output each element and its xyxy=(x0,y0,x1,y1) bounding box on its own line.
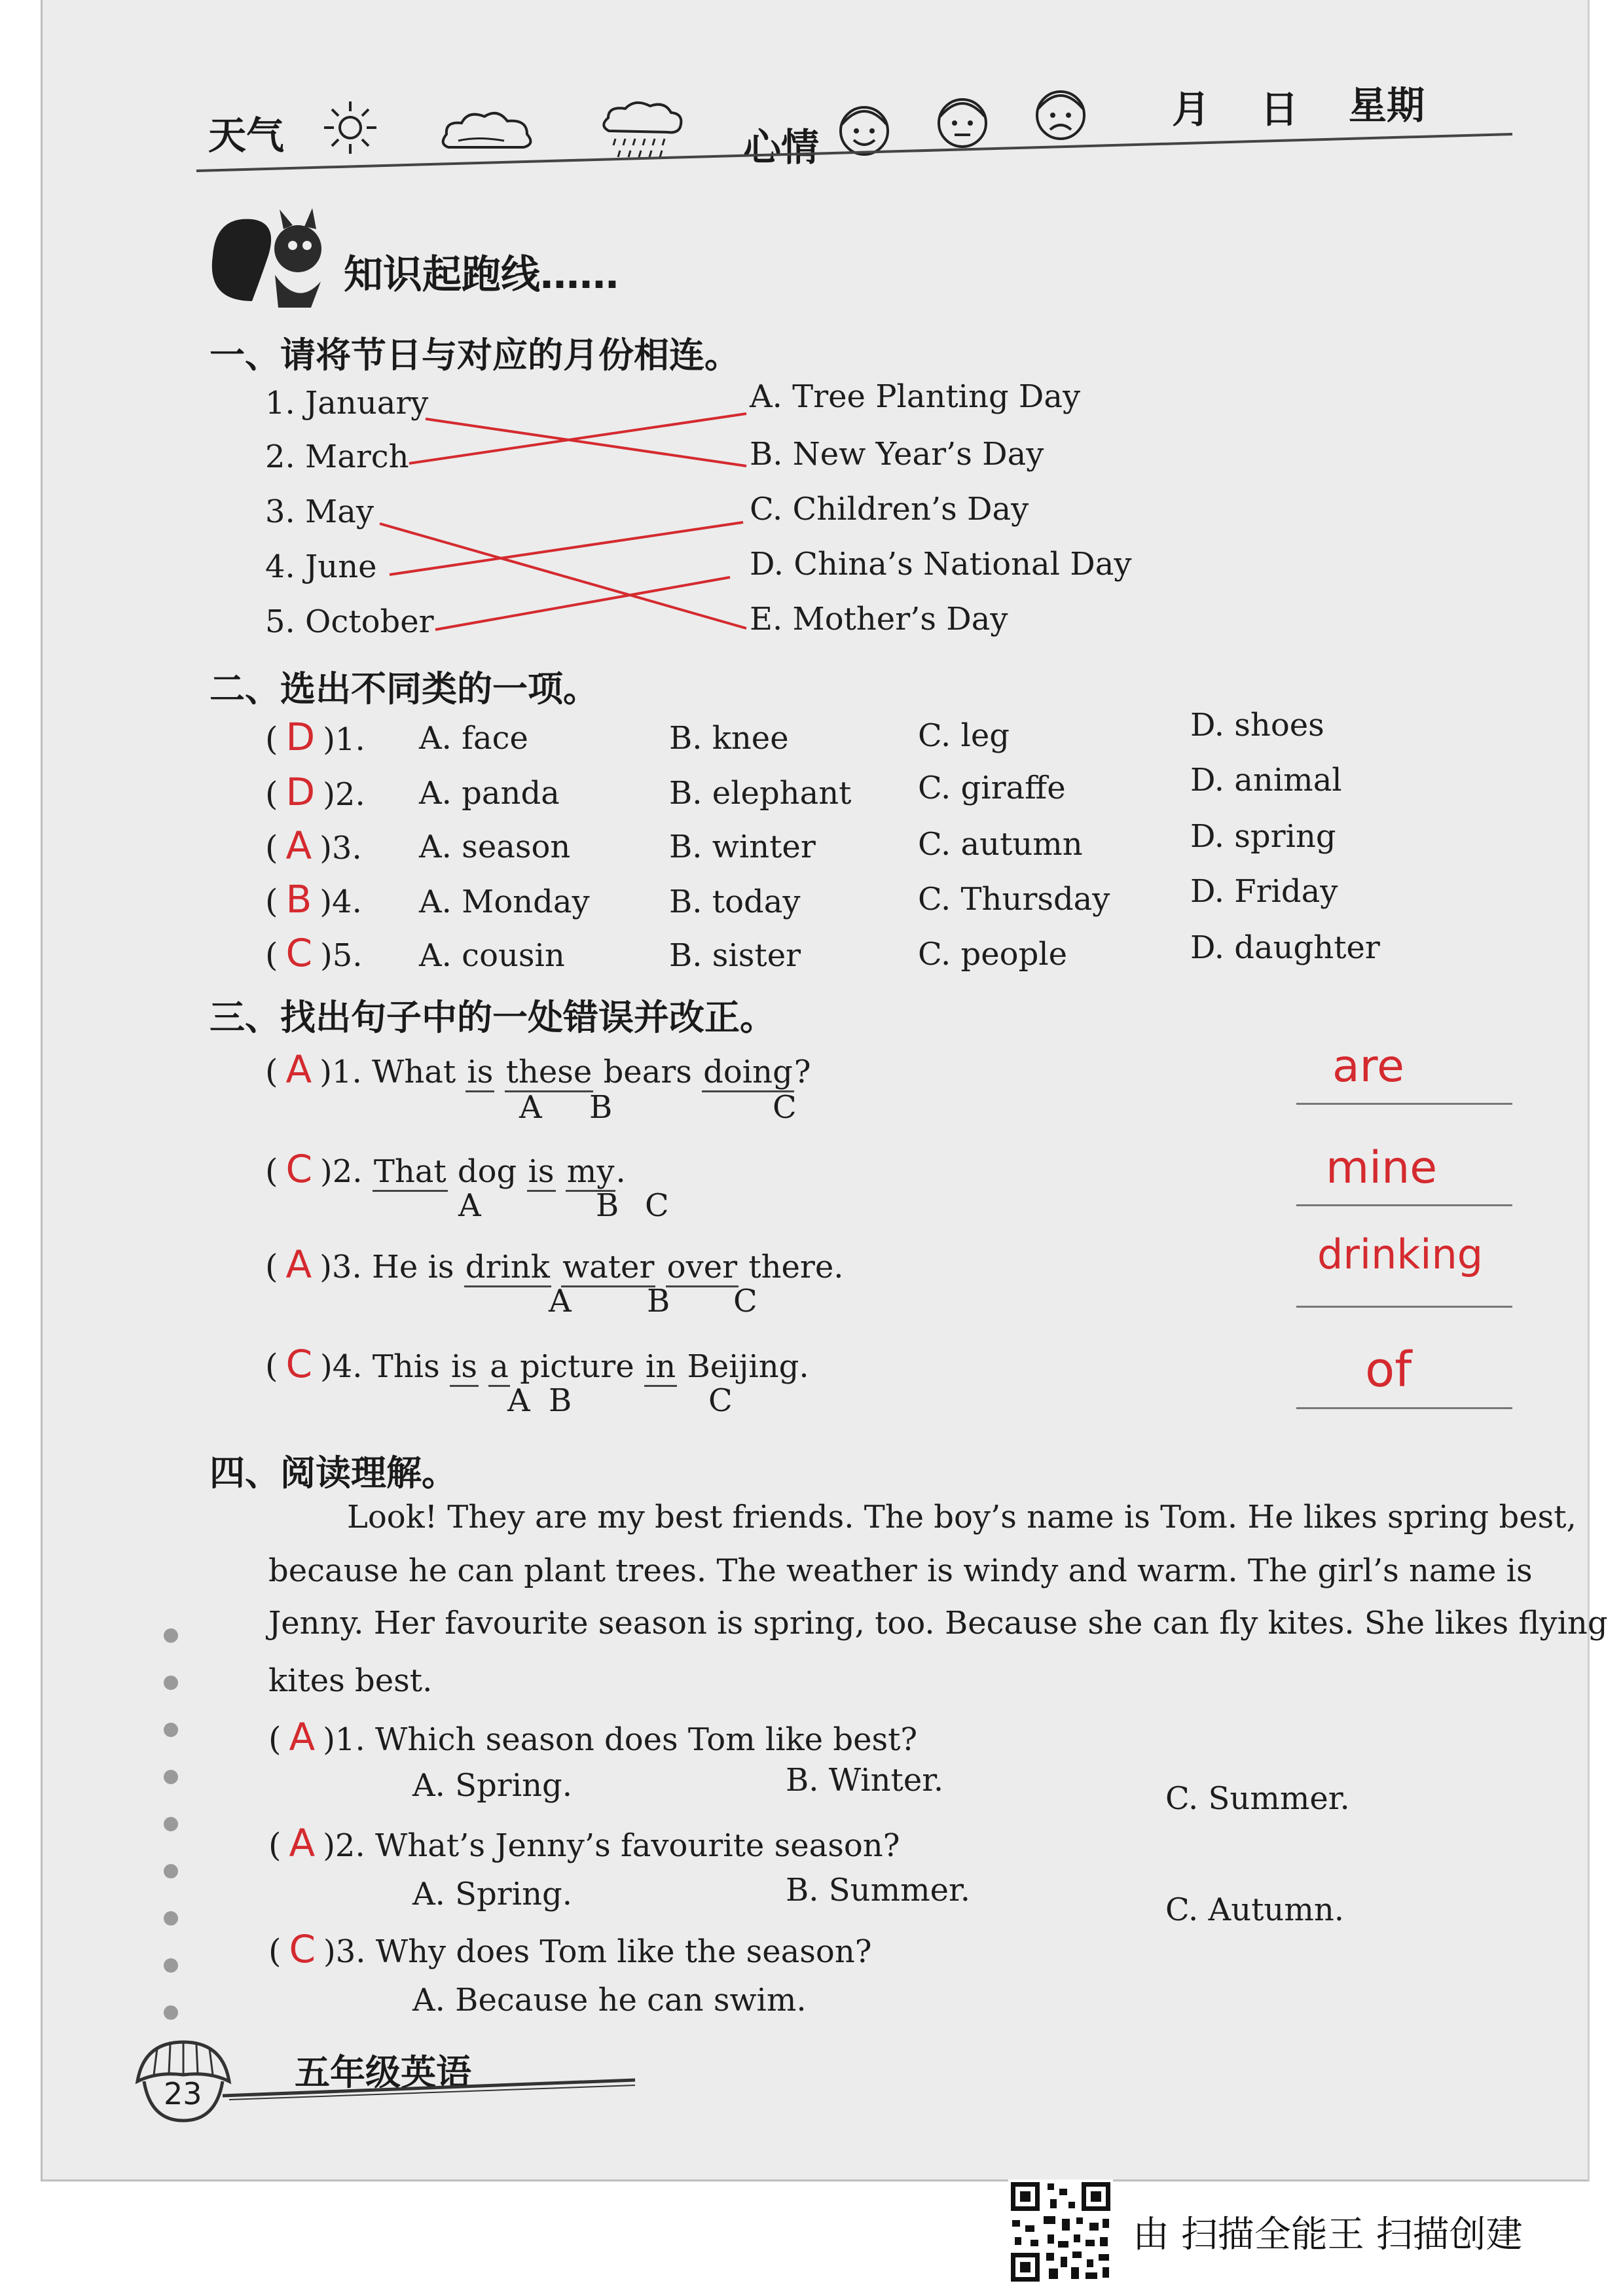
month-label: 月 xyxy=(1172,87,1211,132)
month-item-1: 1. January xyxy=(265,385,429,422)
option-a: A. cousin xyxy=(419,937,565,974)
underlined-word-c: my xyxy=(566,1153,616,1192)
underlined-word-a: That xyxy=(373,1153,448,1192)
book-title: 五年级英语 xyxy=(295,2052,471,2093)
letter-a: A xyxy=(549,1283,572,1319)
reading-option-a: A. Spring. xyxy=(412,1767,572,1804)
answer-line-4 xyxy=(1296,1407,1512,1409)
answer-line-1 xyxy=(1296,1103,1512,1105)
underlined-word-a: drink xyxy=(464,1249,551,1287)
section4-title: 四、阅读理解。 xyxy=(210,1452,457,1494)
reading-question-3: ( C )3. Why does Tom like the season? xyxy=(268,1927,872,1971)
banner-title: 知识起跑线…… xyxy=(344,252,619,298)
reading-option-a: A. Spring. xyxy=(412,1876,572,1912)
binding-hole xyxy=(164,1817,178,1831)
option-c: C. people xyxy=(918,936,1068,973)
reading-question-2: ( A )2. What’s Jenny’s favourite season? xyxy=(268,1821,900,1865)
error-question-4: ( C )4. This is a picture in Beijing. xyxy=(265,1342,809,1386)
correction-4: of xyxy=(1365,1342,1412,1398)
correction-3: drinking xyxy=(1317,1230,1484,1278)
odd-one-row-2: ( D )2. xyxy=(265,770,365,814)
error-question-3: ( A )3. He is drink water over there. xyxy=(265,1242,844,1287)
letter-b: B xyxy=(589,1089,613,1126)
underlined-word-b: water xyxy=(561,1249,655,1287)
letter-a: A xyxy=(519,1089,542,1126)
letter-b: B xyxy=(549,1382,572,1419)
page-number: 23 xyxy=(164,2076,202,2111)
answer-mark: C xyxy=(285,1147,313,1191)
section1-title: 一、请将节日与对应的月份相连。 xyxy=(210,334,740,376)
answer-mark: A xyxy=(289,1821,316,1865)
reading-option-b: B. Summer. xyxy=(786,1872,970,1909)
odd-one-row-3: ( A )3. xyxy=(265,823,362,868)
underlined-word-a: is xyxy=(450,1348,479,1387)
underlined-word-b: a xyxy=(488,1348,510,1387)
error-question-1: ( A )1. What is these bears doing? xyxy=(265,1047,811,1092)
reading-option-c: C. Autumn. xyxy=(1165,1892,1344,1928)
letter-c: C xyxy=(733,1283,757,1319)
answer-mark: C xyxy=(285,931,313,975)
error-question-2: ( C )2. That dog is my. xyxy=(265,1147,626,1191)
option-a: A. Monday xyxy=(419,884,590,920)
answer-mark: C xyxy=(289,1927,316,1971)
festival-item-b: B. New Year’s Day xyxy=(750,436,1044,473)
section3-title: 三、找出句子中的一处错误并改正。 xyxy=(210,997,775,1038)
underlined-word-c: doing xyxy=(702,1054,794,1092)
option-a: A. face xyxy=(419,720,528,757)
binding-hole xyxy=(164,1958,178,1973)
option-d: D. animal xyxy=(1190,762,1342,798)
answer-mark: B xyxy=(285,877,312,922)
month-item-3: 3. May xyxy=(265,493,374,530)
festival-item-a: A. Tree Planting Day xyxy=(750,378,1081,415)
passage-line-4: kites best. xyxy=(268,1662,433,1699)
option-b: B. today xyxy=(669,884,801,920)
binding-hole xyxy=(164,1723,178,1737)
option-a: A. season xyxy=(419,829,571,865)
binding-hole xyxy=(164,1911,178,1926)
letter-b: B xyxy=(647,1283,670,1319)
option-b: B. knee xyxy=(669,720,789,757)
mood-label: 心情 xyxy=(743,125,820,170)
option-d: D. daughter xyxy=(1190,929,1380,966)
odd-one-row-4: ( B )4. xyxy=(265,877,362,922)
passage-line-3: Jenny. Her favourite season is spring, too. Because she can fly kites. She likes flying xyxy=(268,1605,1608,1641)
option-d: D. shoes xyxy=(1190,707,1324,744)
answer-mark: D xyxy=(285,770,316,814)
binding-hole xyxy=(164,2005,178,2020)
odd-one-row-5: ( C )5. xyxy=(265,931,363,975)
letter-a: A xyxy=(458,1187,481,1224)
binding-hole xyxy=(164,1628,178,1643)
festival-item-d: D. China’s National Day xyxy=(750,546,1132,583)
reading-option-c: C. Summer. xyxy=(1165,1780,1350,1817)
weather-label: 天气 xyxy=(208,113,285,158)
odd-one-row-1: ( D )1. xyxy=(265,715,365,759)
option-b: B. sister xyxy=(669,937,801,974)
underlined-word-b: is xyxy=(527,1153,556,1192)
answer-mark: D xyxy=(285,715,316,759)
day-label: 日 xyxy=(1260,87,1299,132)
option-c: C. giraffe xyxy=(918,770,1066,806)
option-b: B. winter xyxy=(669,829,816,865)
option-c: C. leg xyxy=(918,717,1010,754)
letter-b: B xyxy=(596,1187,619,1224)
reading-question-1: ( A )1. Which season does Tom like best? xyxy=(268,1715,918,1759)
answer-line-2 xyxy=(1296,1204,1512,1206)
reading-option-b: B. Winter. xyxy=(786,1762,944,1799)
binding-hole xyxy=(164,1676,178,1690)
underlined-word-c: in xyxy=(644,1348,677,1387)
answer-mark: C xyxy=(285,1342,313,1386)
answer-line-3 xyxy=(1296,1306,1512,1308)
underlined-word-a: is xyxy=(465,1054,494,1092)
option-a: A. panda xyxy=(419,775,560,812)
scanner-watermark-text: 由 扫描全能王 扫描创建 xyxy=(1133,2214,1523,2256)
month-item-4: 4. June xyxy=(265,548,377,585)
letter-c: C xyxy=(708,1382,733,1419)
answer-mark: A xyxy=(289,1715,316,1759)
passage-line-1: Look! They are my best friends. The boy’s name is Tom. He likes spring best, xyxy=(347,1499,1577,1535)
option-d: D. Friday xyxy=(1190,873,1338,910)
month-item-2: 2. March xyxy=(265,439,409,475)
festival-item-e: E. Mother’s Day xyxy=(750,601,1008,637)
letter-c: C xyxy=(645,1187,669,1224)
option-b: B. elephant xyxy=(669,775,852,812)
underlined-word-c: over xyxy=(666,1249,739,1287)
answer-mark: A xyxy=(285,1047,312,1092)
answer-mark: A xyxy=(285,1242,312,1287)
footer-rule xyxy=(223,2075,642,2101)
binding-hole xyxy=(164,1864,178,1878)
option-d: D. spring xyxy=(1190,818,1336,855)
correction-1: are xyxy=(1332,1041,1404,1092)
festival-item-c: C. Children’s Day xyxy=(750,491,1029,528)
weekday-label: 星期 xyxy=(1349,83,1425,128)
month-item-5: 5. October xyxy=(265,603,434,640)
reading-option-a: A. Because he can swim. xyxy=(412,1982,807,2018)
letter-a: A xyxy=(507,1382,530,1419)
letter-c: C xyxy=(773,1089,797,1126)
correction-2: mine xyxy=(1326,1142,1438,1194)
option-c: C. Thursday xyxy=(918,881,1110,918)
section2-title: 二、选出不同类的一项。 xyxy=(210,668,598,709)
underlined-word-b: these xyxy=(505,1054,594,1092)
option-c: C. autumn xyxy=(918,826,1083,863)
answer-mark: A xyxy=(285,823,312,868)
binding-hole xyxy=(164,1770,178,1784)
qr-code-icon xyxy=(1008,2179,1113,2284)
passage-line-2: because he can plant trees. The weather is windy and warm. The girl’s name is xyxy=(268,1552,1533,1589)
